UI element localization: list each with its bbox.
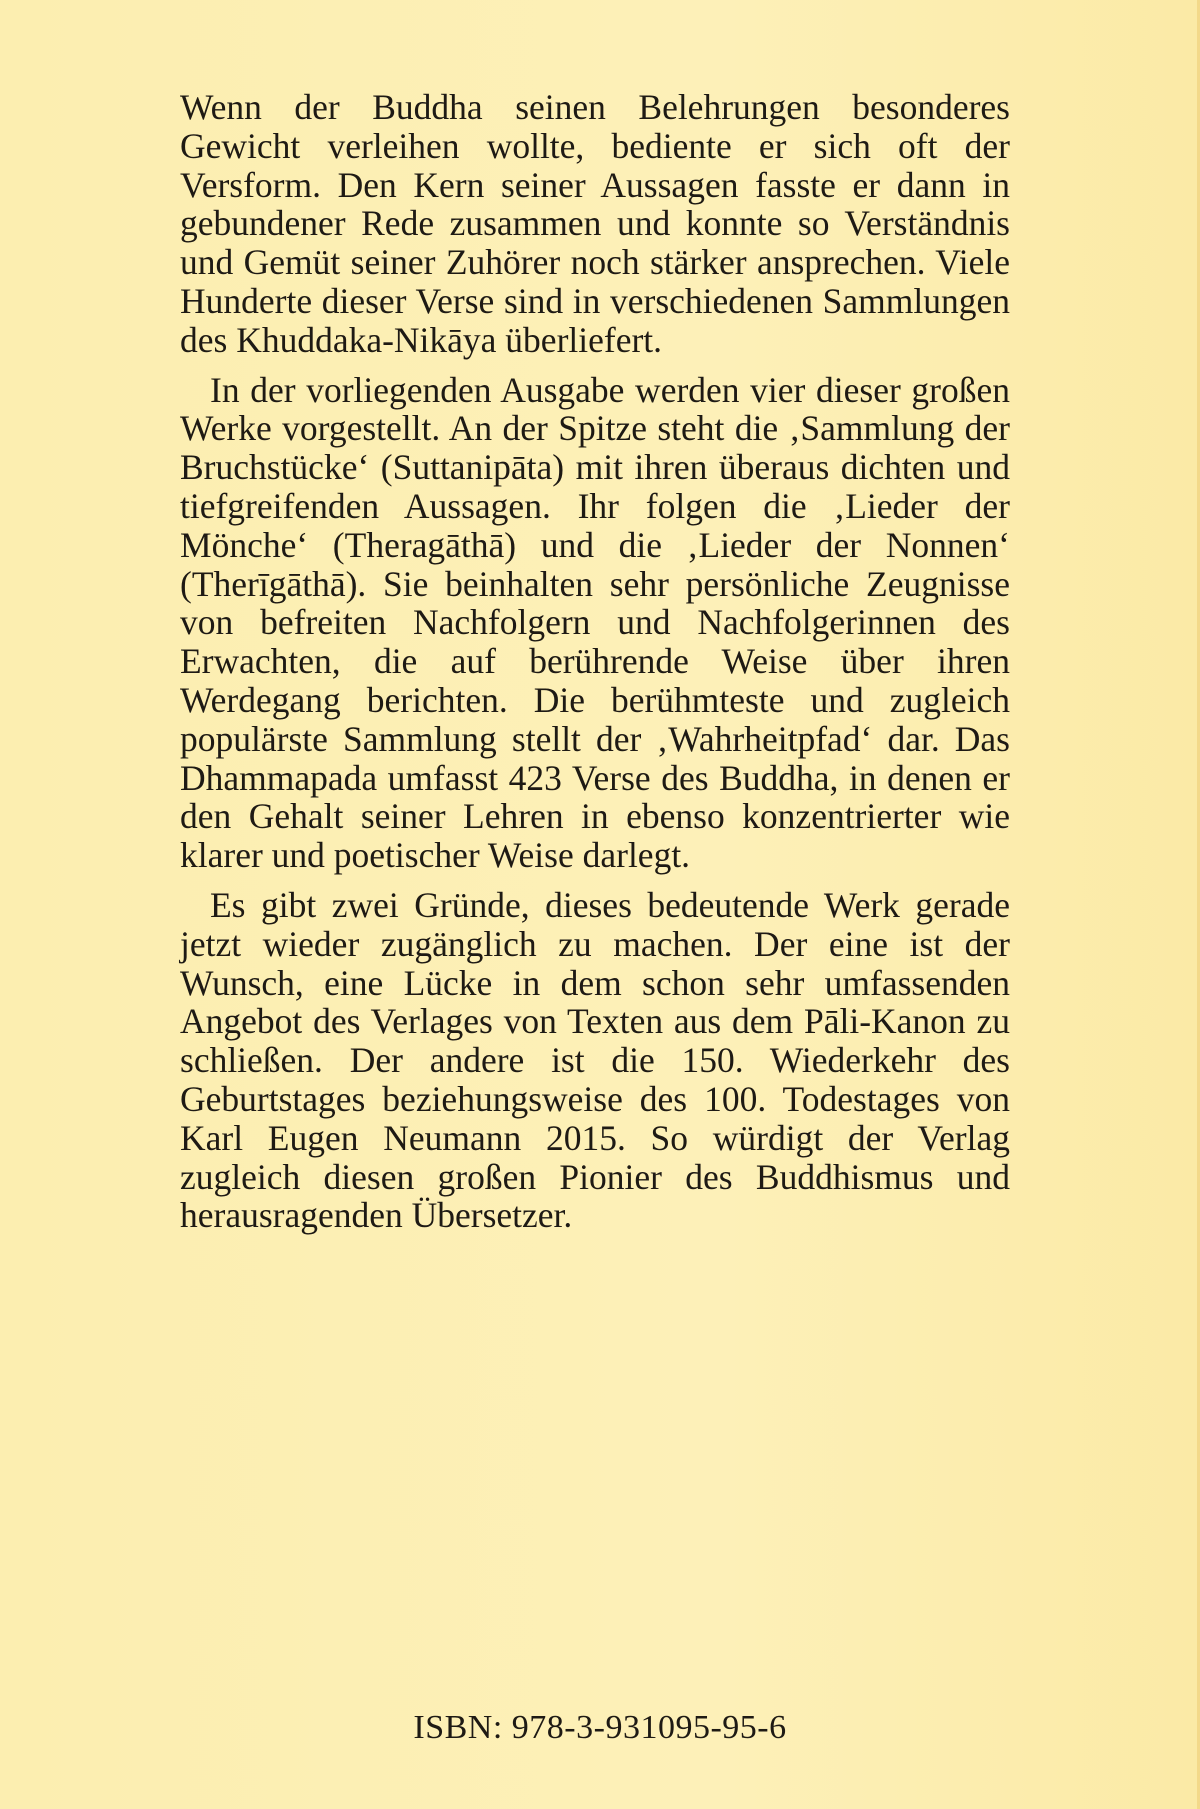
isbn-label: ISBN: 978-3-931095-95-6 bbox=[413, 1709, 787, 1746]
blurb-text bbox=[180, 88, 1010, 1246]
blurb-paragraph-3: Es gibt zwei Gründe, dieses bedeutende Werk gerade jetzt wieder zugänglich zu machen. Der eine ist der Wunsch, eine Lücke in dem schon sehr umfassenden Angebot des Verlages von Texten aus dem Pāli-Kanon zu schließen. Der andere ist die 150. Wiederkehr des Geburtstages beziehungsweise des 100. Todestages von Karl Eugen Neumann 2015. So würdigt der Verlag zugleich diesen großen Pionier des Buddhismus und herausragenden Übersetzer. bbox=[180, 884, 1010, 1236]
blurb-paragraph-2: In der vorliegenden Ausgabe werden vier dieser großen Werke vorgestellt. An der Spitze steht die ‚Sammlung der Bruchstücke‘ (Suttanipāta) mit ihren überaus dichten und tiefgreifenden Aussagen. Ihr folgen die ‚Lieder der Mönche‘ (Theragāthā) und die ‚Lieder der Nonnen‘ (Therīgāthā). Sie beinhalten sehr persönliche Zeugnisse von befreiten Nachfolgern und Nachfolgerinnen des Erwachten, die auf berührende Weise über ihren Werdegang berichten. Die berühmteste und zugleich populärste Sammlung stellt der ‚Wahrheitpfad‘ dar. Das Dhammapada umfasst 423 Verse des Buddha, in denen er den Gehalt seiner Lehren in ebenso konzentrierter wie klarer und poetischer Weise darlegt. bbox=[180, 369, 1010, 876]
blurb-paragraph-1: Wenn der Buddha seinen Belehrungen besonderes Gewicht verleihen wollte, bediente er sich oft der Versform. Den Kern seiner Aussagen fasste er dann in gebundener Rede zusammen und konnte so Verständnis und Gemüt seiner Zuhörer noch stärker ansprechen. Viele Hunderte dieser Verse sind in verschiedenen Sammlungen des Khuddaka-Nikāya überliefert. bbox=[180, 87, 1010, 360]
